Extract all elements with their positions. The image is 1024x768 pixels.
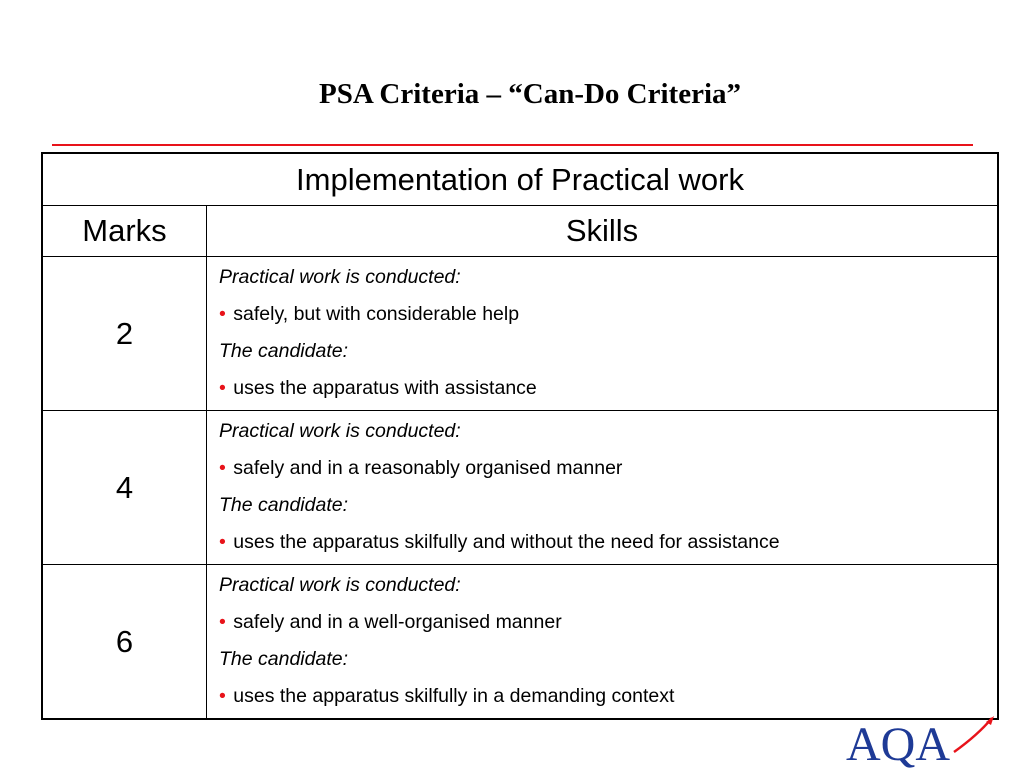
skill-bullet-item: [219, 524, 997, 561]
skill-subheading: [219, 641, 997, 678]
skill-text: safely and in a well-organised manner: [233, 611, 562, 633]
skill-text: Practical work is conducted:: [219, 266, 461, 288]
skill-bullet-item: [219, 370, 997, 407]
table-row: [42, 411, 998, 565]
skill-bullet-item: [219, 678, 997, 715]
skill-text: Practical work is conducted:: [219, 574, 461, 596]
logo-swoosh: [954, 718, 992, 752]
table-row: [42, 257, 998, 411]
bullet-icon: •: [219, 611, 226, 633]
skill-subheading: [219, 567, 997, 604]
table-row: [42, 565, 998, 720]
skills-cell: [207, 411, 999, 565]
skill-text: The candidate:: [219, 494, 349, 516]
skill-subheading: [219, 333, 997, 370]
logo-text: AQA: [846, 718, 950, 768]
column-header-skills: Skills: [207, 206, 999, 257]
bullet-icon: •: [219, 377, 226, 399]
skill-subheading: [219, 413, 997, 450]
table-heading: Implementation of Practical work: [42, 153, 998, 206]
skills-cell: [207, 565, 999, 720]
skill-text: uses the apparatus skilfully in a demanding context: [233, 685, 675, 707]
title-divider: [52, 144, 973, 146]
skill-bullet-item: [219, 296, 997, 333]
skill-text: safely and in a reasonably organised manner: [233, 457, 623, 479]
marks-cell: 6: [42, 565, 207, 720]
marks-cell: 2: [42, 257, 207, 411]
bullet-icon: •: [219, 303, 226, 325]
bullet-icon: •: [219, 531, 226, 553]
skill-text: Practical work is conducted:: [219, 420, 461, 442]
skills-cell: [207, 257, 999, 411]
column-header-marks: Marks: [42, 206, 207, 257]
criteria-table: [41, 152, 999, 720]
criteria-rows: [42, 257, 998, 720]
skill-text: The candidate:: [219, 340, 349, 362]
skill-subheading: [219, 259, 997, 296]
aqa-logo: [842, 712, 1002, 768]
bullet-icon: •: [219, 685, 226, 707]
slide-title: PSA Criteria – “Can-Do Criteria”: [318, 78, 741, 110]
skill-text: safely, but with considerable help: [233, 303, 520, 325]
marks-cell: 4: [42, 411, 207, 565]
skill-subheading: [219, 487, 997, 524]
skill-bullet-item: [219, 604, 997, 641]
bullet-icon: •: [219, 457, 226, 479]
skill-text: The candidate:: [219, 648, 349, 670]
skill-text: uses the apparatus skilfully and without the need for assistance: [233, 531, 780, 553]
skill-text: uses the apparatus with assistance: [233, 377, 537, 399]
skill-bullet-item: [219, 450, 997, 487]
